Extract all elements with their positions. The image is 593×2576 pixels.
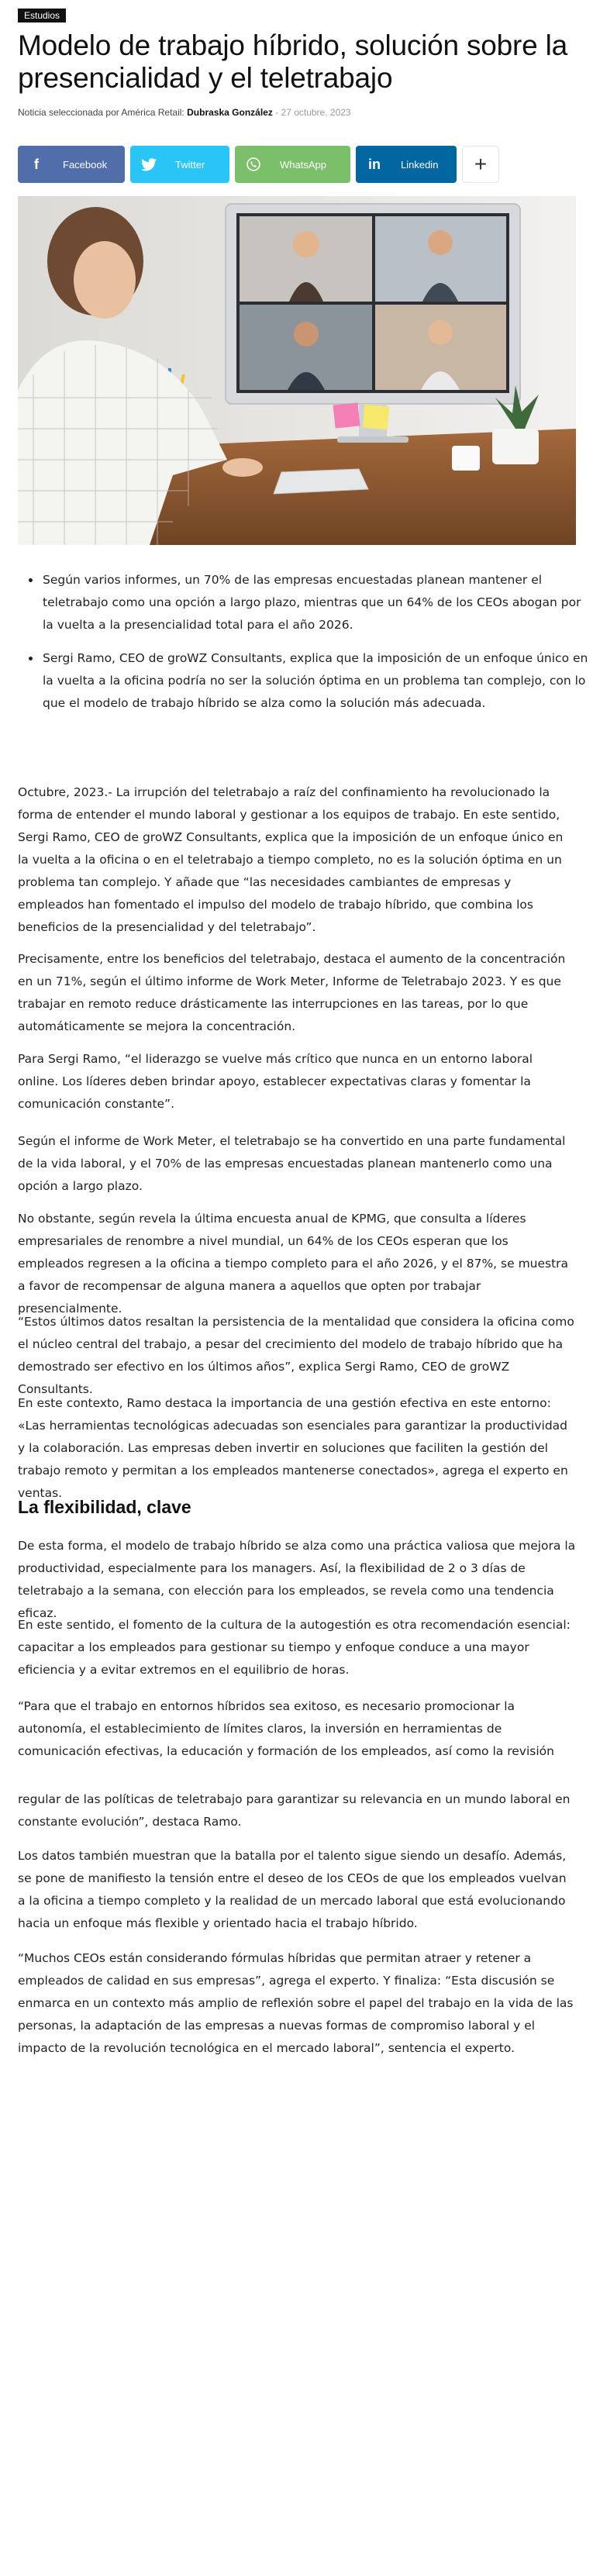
paragraph: En este sentido, el fomento de la cultura de la autogestión es otra recomendación esencial: capacitar a los empleados para gestionar su tiempo y enfoque conduce a una mayor eficiencia y a evitar extremos en el equilibrio de horas. <box>18 1618 571 1677</box>
video-call-photo-icon <box>18 196 576 545</box>
paragraph: Para Sergi Ramo, “el liderazgo se vuelve más crítico que nunca en un entorno laboral online. Los líderes deben brindar apoyo, establecer expectativas claras y fomentar la comunicación constante”. <box>18 1052 533 1111</box>
list-item: • Según varios informes, un 70% de las empresas encuestadas planean mantener el teletrabajo como una opción a largo plazo, mientras que un 64% de los CEOs abogan por la vuelta a la presencialidad total para el año 2026. <box>41 569 593 636</box>
paragraph: Precisamente, entre los beneficios del teletrabajo, destaca el aumento de la concentración en un 71%, según el último informe de Work Meter, Informe de Teletrabajo 2023. Y es que trabajar en remoto reduce drásticamente las interrupciones en las tareas, por lo que automáticamente se mejora la concentración. <box>18 952 566 1033</box>
paragraph: En este contexto, Ramo destaca la importancia de una gestión efectiva en este entorno: «Las herramientas tecnológicas adecuadas son esenciales para garantizar la productividad y la colaboración. Las empresas deben invertir en soluciones que faciliten la gestión del trabajo remoto y permitan a los empleados mantenerse conectados», agrega el experto en ventas. <box>18 1396 568 1500</box>
key-points-list <box>18 569 593 726</box>
publish-date: 27 octubre, 2023 <box>281 107 351 118</box>
whatsapp-icon <box>235 146 272 183</box>
twitter-icon <box>130 146 167 183</box>
article-meta <box>18 107 351 118</box>
share-twitter-button[interactable] <box>130 146 229 183</box>
share-linkedin-button[interactable] <box>356 146 457 183</box>
article-title: Modelo de trabajo híbrido, solución sobre la presencialidad y el teletrabajo <box>18 29 568 94</box>
paragraph: “Estos últimos datos resaltan la persistencia de la mentalidad que considera la oficina como el núcleo central del trabajo, a pesar del crecimiento del modelo de trabajo híbrido que ha demostrado ser efectivo en los últimos años”, explica Sergi Ramo, CEO de groWZ Consultants. <box>18 1315 574 1396</box>
meta-separator: - <box>275 107 279 118</box>
meta-prefix: Noticia seleccionada por América Retail: <box>18 107 184 118</box>
share-facebook-label: Facebook <box>63 158 108 171</box>
share-facebook-button[interactable] <box>18 146 125 183</box>
share-twitter-label: Twitter <box>175 158 205 171</box>
paragraph: “Para que el trabajo en entornos híbridos sea exitoso, es necesario promocionar la autonomía, el establecimiento de límites claros, la inversión en herramientas de comunicación efectivas, la educación y formación de los empleados, así como la revisión <box>18 1699 554 1758</box>
section-heading: La flexibilidad, clave <box>18 1497 191 1517</box>
share-whatsapp-button[interactable] <box>235 146 350 183</box>
paragraph: Octubre, 2023.- La irrupción del teletrabajo a raíz del confinamiento ha revolucionado la forma de entender el mundo laboral y gestionar a los equipos de trabajo. En este sentido, Sergi Ramo, CEO de groWZ Consultants, explica que la imposición de un enfoque único en la vuelta a la oficina o en el teletrabajo a tiempo completo, no es la solución óptima en un problema tan complejo. Y añade que “las necesidades cambiantes de empresas y empleados han fomentado el impulso del modelo de trabajo híbrido, que combina los beneficios de la presencialidad y del teletrabajo”. <box>18 785 564 934</box>
category-badge[interactable]: Estudios <box>18 9 66 22</box>
paragraph: No obstante, según revela la última encuesta anual de KPMG, que consulta a líderes empresariales de renombre a nivel mundial, un 64% de los CEOs esperan que los empleados regresen a la oficina a tiempo completo para el año 2026, y el 87%, se muestra a favor de recompensar de alguna manera a aquellos que opten por trabajar presencialmente. <box>18 1212 569 1316</box>
paragraph: Según el informe de Work Meter, el teletrabajo se ha convertido en una parte fundamental de la vida laboral, y el 70% de las empresas encuestadas planean mantenerlo como una opción a largo plazo. <box>18 1134 566 1193</box>
list-item: • Sergi Ramo, CEO de groWZ Consultants, explica que la imposición de un enfoque único en la vuelta a la oficina podría no ser la solución óptima en un problema tan complejo, con lo que el modelo de trabajo híbrido se alza como la solución más adecuada. <box>41 647 593 715</box>
hero-image <box>18 196 576 545</box>
author-link[interactable]: Dubraska González <box>187 107 273 118</box>
share-whatsapp-label: WhatsApp <box>280 158 326 171</box>
share-linkedin-label: Linkedin <box>401 158 439 171</box>
facebook-icon: f <box>34 156 39 172</box>
plus-icon: + <box>474 152 488 176</box>
paragraph: De esta forma, el modelo de trabajo híbrido se alza como una práctica valiosa que mejora la productividad, especialmente para los managers. Así, la flexibilidad de 2 o 3 días de teletrabajo a la semana, con elección para los empleados, se revela como una tendencia eficaz. <box>18 1539 576 1620</box>
paragraph: Los datos también muestran que la batalla por el talento sigue siendo un desafío. Además, se pone de manifiesto la tensión entre el deseo de los CEOs de que los empleados vuelvan a la oficina a tiempo completo y la realidad de un mercado laboral que está evolucionando hacia un enfoque más flexible y orientado hacia el trabajo híbrido. <box>18 1849 567 1930</box>
paragraph: regular de las políticas de teletrabajo para garantizar su relevancia en un mundo laboral en constante evolución”, destaca Ramo. <box>18 1792 571 1829</box>
linkedin-icon: in <box>368 156 381 172</box>
paragraph: “Muchos CEOs están considerando fórmulas híbridas que permitan atraer y retener a empleados de calidad en sus empresas”, agrega el experto. Y finaliza: “Esta discusión se enmarca en un contexto más amplio de reflexión sobre el papel del trabajo en la vida de las personas, la adaptación de las empresas a nuevas formas de compromiso laboral y el impacto de la revolución tecnológica en el mercado laboral”, sentencia el experto. <box>18 1951 574 2055</box>
share-more-button[interactable] <box>462 146 499 183</box>
